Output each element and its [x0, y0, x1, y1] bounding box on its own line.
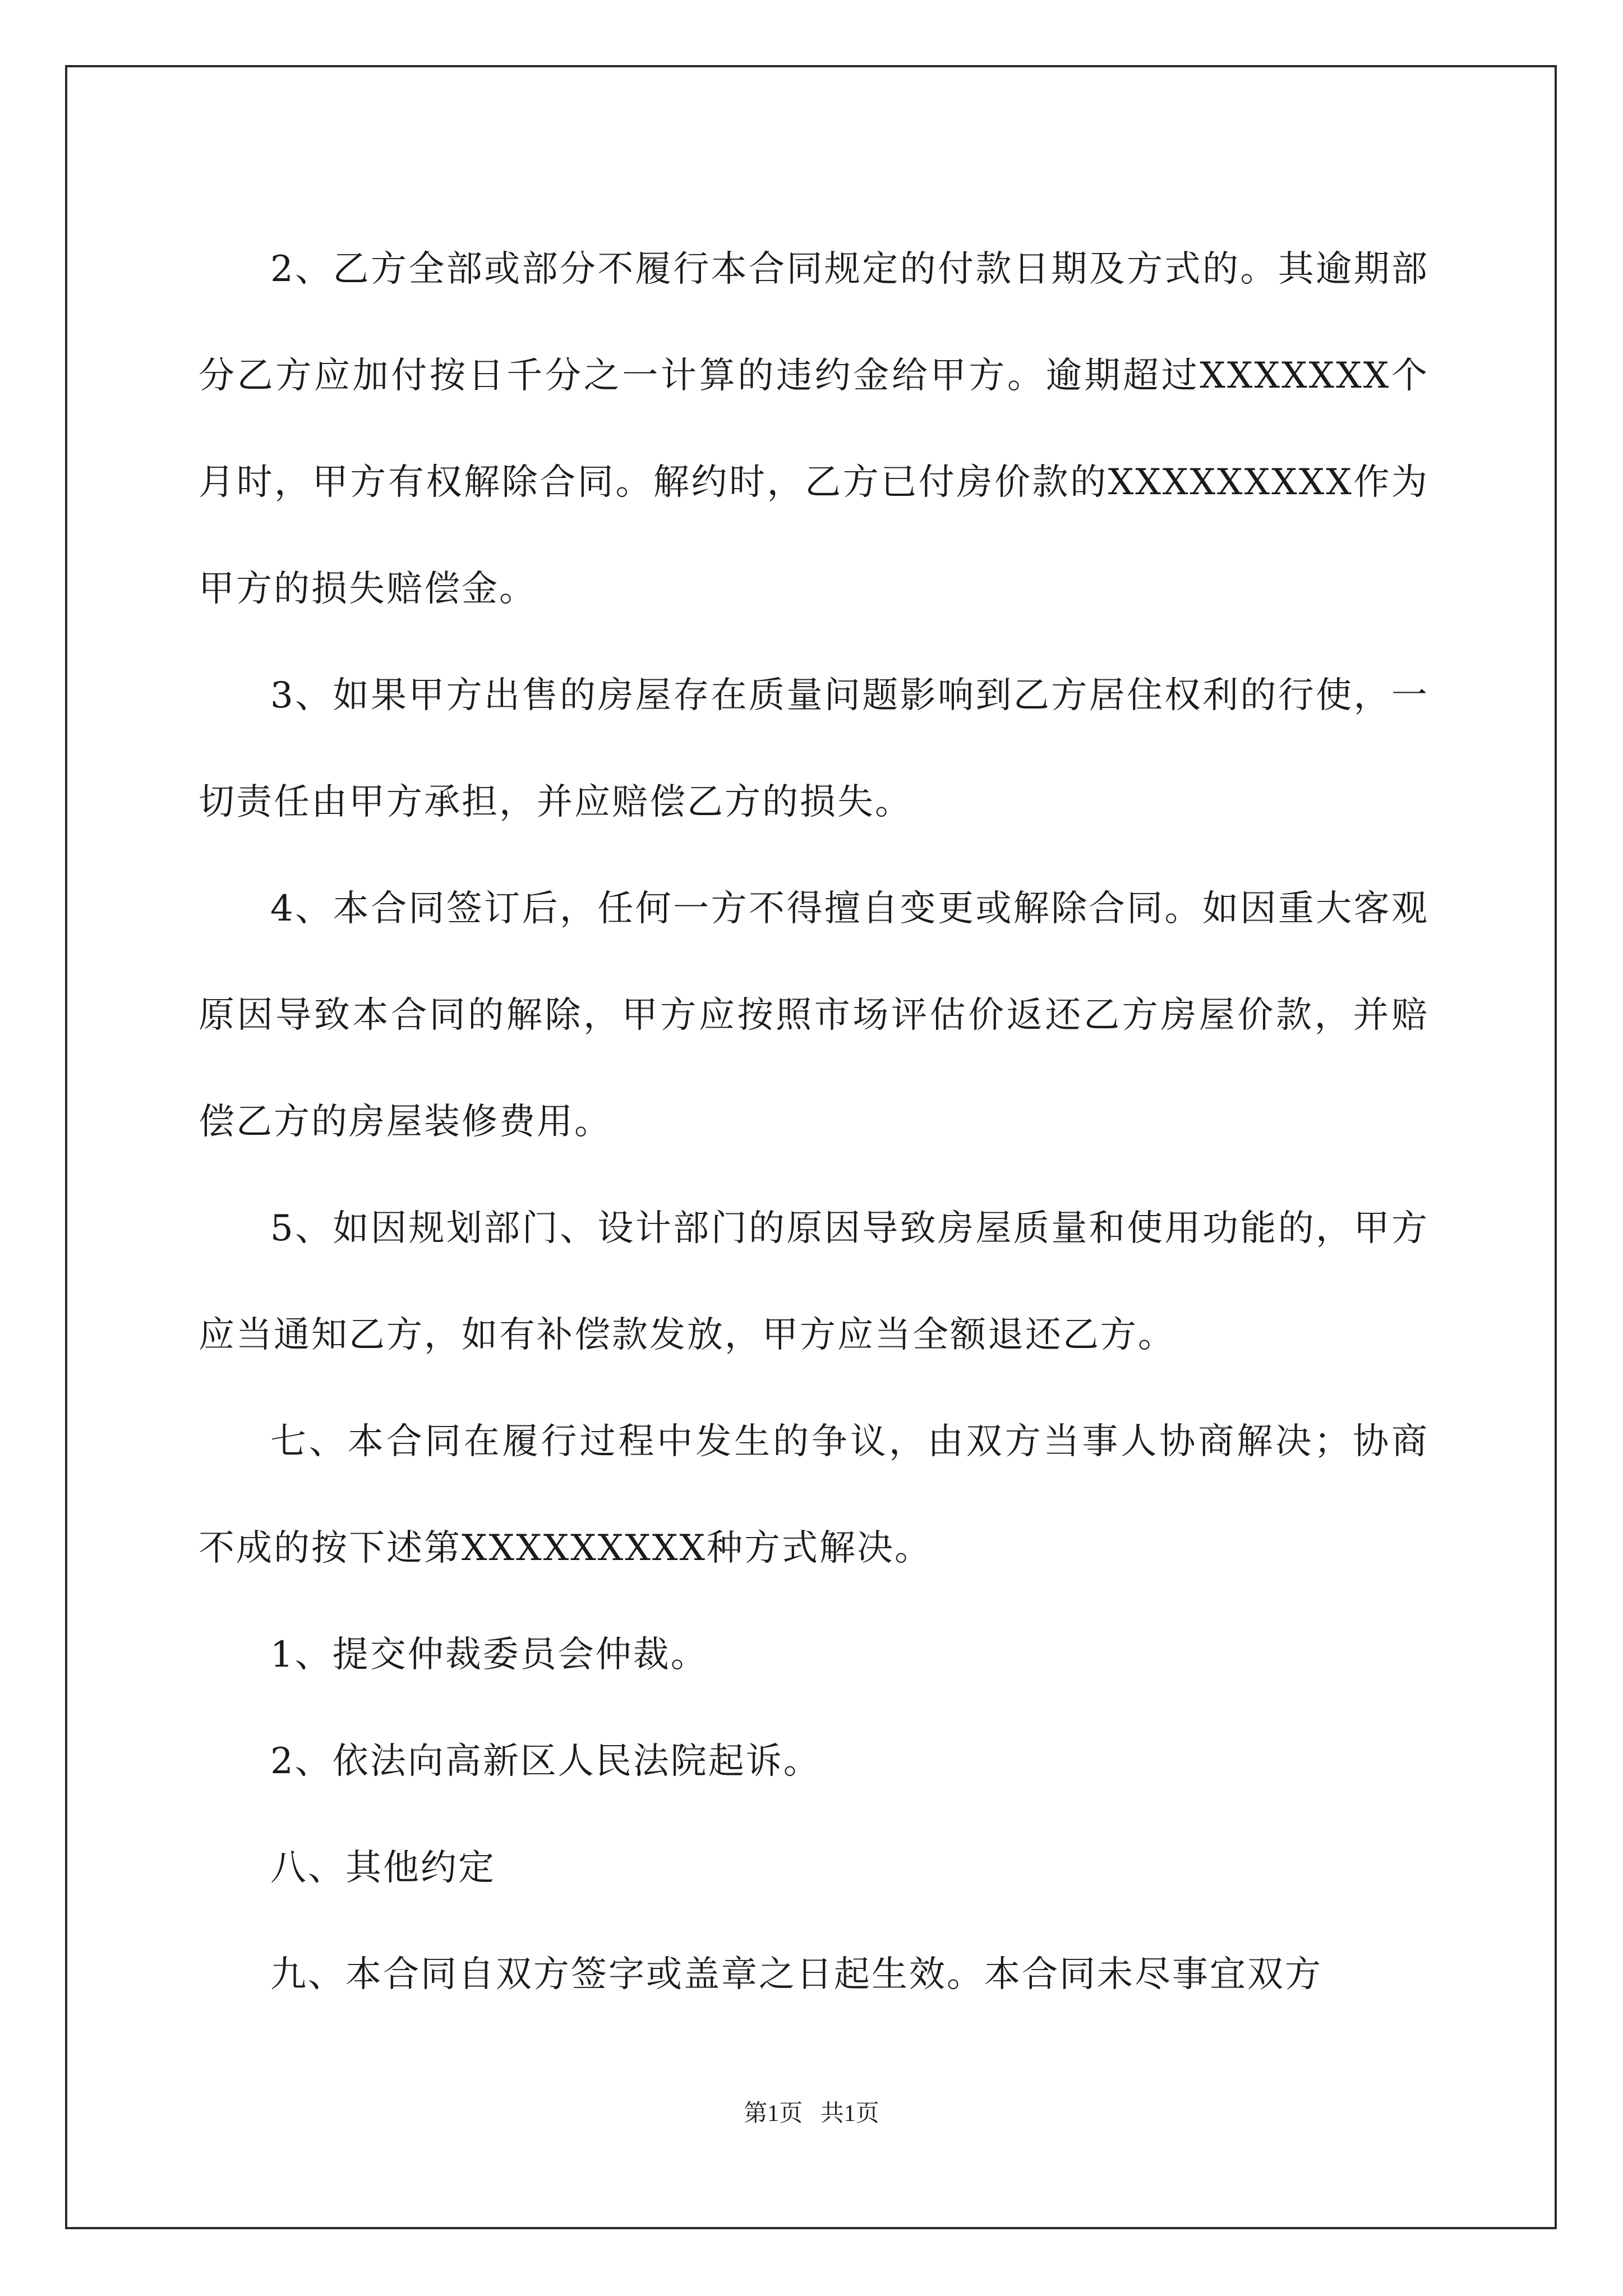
paragraph-section-7-disputes: 七、本合同在履行过程中发生的争议，由双方当事人协商解决；协商不成的按下述第XXXXXXXXX种方式解决。	[199, 1421, 1429, 1569]
page-number-footer: 第1页 共1页	[744, 2101, 879, 2127]
paragraph-section-9-effect: 九、本合同自双方签字或盖章之日起生效。本合同未尽事宜双方	[270, 1954, 1322, 1995]
document-body	[199, 216, 1429, 2028]
paragraph-dispute-option-1: 1、提交仲裁委员会仲裁。	[270, 1634, 708, 1676]
paragraph-dispute-option-2: 2、依法向高新区人民法院起诉。	[270, 1741, 821, 1782]
paragraph-clause-3-quality: 3、如果甲方出售的房屋存在质量问题影响到乙方居住权利的行使，一切责任由甲方承担，并应赔偿乙方的损失。	[199, 675, 1429, 823]
paragraph-clause-2-payment: 2、乙方全部或部分不履行本合同规定的付款日期及方式的。其逾期部分乙方应加付按日千分之一计算的违约金给甲方。逾期超过XXXXXXX个月时，甲方有权解除合同。解约时，乙方已付房价款的XXXXXXXXX作为甲方的损失赔偿金。	[199, 249, 1429, 610]
paragraph-section-8-heading: 八、其他约定	[270, 1847, 496, 1889]
paragraph-clause-5-planning: 5、如因规划部门、设计部门的原因导致房屋质量和使用功能的，甲方应当通知乙方，如有补偿款发放，甲方应当全额退还乙方。	[199, 1208, 1429, 1356]
paragraph-clause-4-termination: 4、本合同签订后，任何一方不得擅自变更或解除合同。如因重大客观原因导致本合同的解除，甲方应按照市场评估价返还乙方房屋价款，并赔偿乙方的房屋装修费用。	[199, 888, 1429, 1143]
